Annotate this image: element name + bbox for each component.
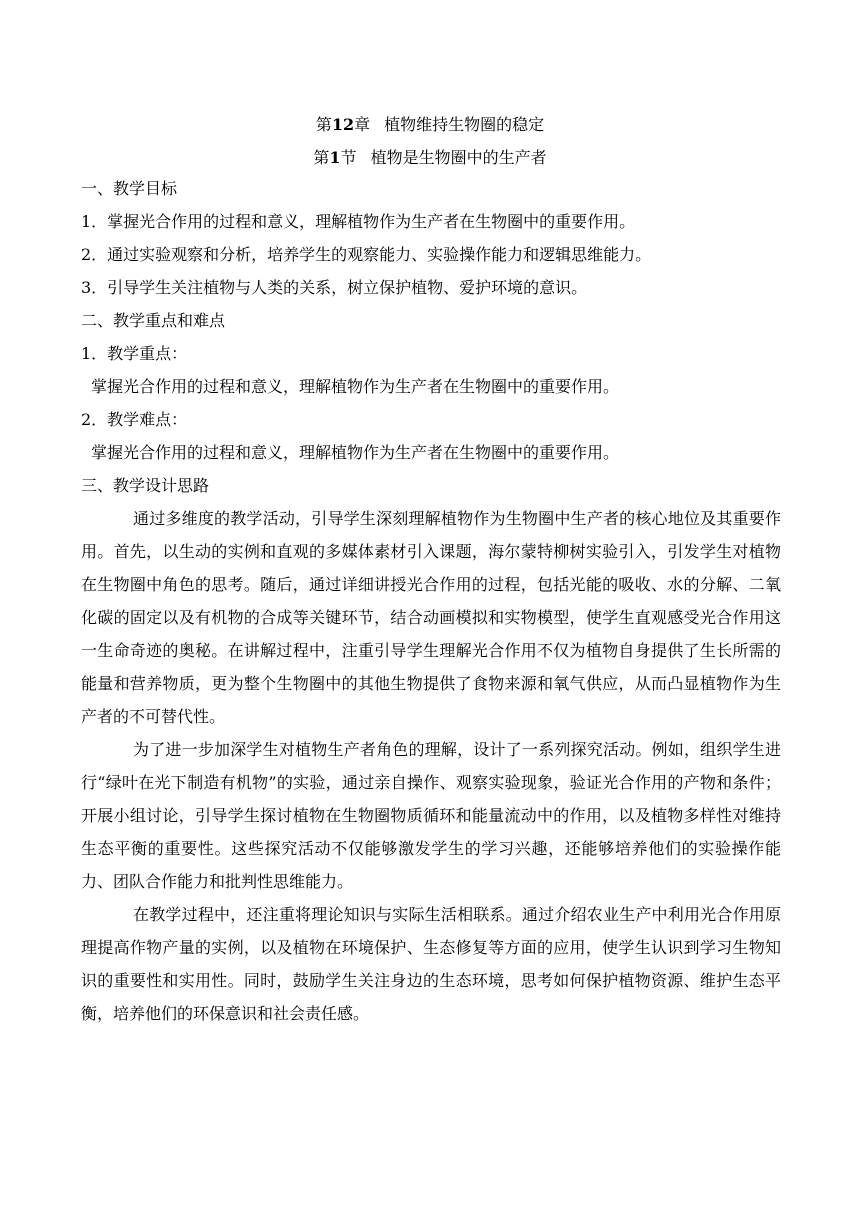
chapter-title (0, 108, 860, 141)
design-paragraph: 在教学过程中，还注重将理论知识与实际生活相联系。通过介绍农业生产中利用光合作用原理提高作物产量的实例，以及植物在环境保护、生态修复等方面的应用，使学生认识到学习生物知识的重要性和实用性。同时，鼓励学生关注身边的生态环境，思考如何保护植物资源、维护生态平衡，培养他们的环保意识和社会责任感。 (81, 905, 781, 1023)
design-heading: 三、教学设计思路 (81, 476, 210, 495)
key-point-text: 掌握光合作用的过程和意义，理解植物作为生产者在生物圈中的重要作用。 (91, 377, 620, 396)
goal-item: 3．引导学生关注植物与人类的关系，树立保护植物、爱护环境的意识。 (81, 278, 588, 297)
chapter-suffix: 章 (354, 115, 371, 134)
goal-item: 2．通过实验观察和分析，培养学生的观察能力、实验操作能力和逻辑思维能力。 (81, 245, 652, 264)
goal-item: 1．掌握光合作用的过程和意义，理解植物作为生产者在生物圈中的重要作用。 (81, 212, 636, 231)
design-paragraph: 通过多维度的教学活动，引导学生深刻理解植物作为生物圈中生产者的核心地位及其重要作用。首先，以生动的实例和直观的多媒体素材引入课题，海尔蒙特柳树实验引入，引发学生对植物在生物圈中角色的思考。随后，通过详细讲授光合作用的过程，包括光能的吸收、水的分解、二氧化碳的固定以及有机物的合成等关键环节，结合动画模拟和实物模型，使学生直观感受光合作用这一生命奇迹的奥秘。在讲解过程中，注重引导学生理解光合作用不仅为植物自身提供了生长所需的能量和营养物质，更为整个生物圈中的其他生物提供了食物来源和氧气供应，从而凸显植物作为生产者的不可替代性。 (81, 509, 781, 726)
section-prefix: 第 (313, 148, 330, 167)
section-number: 1 (329, 148, 341, 167)
title-block (0, 108, 860, 174)
chapter-number: 12 (331, 115, 355, 134)
design-paragraph: 为了进一步加深学生对植物生产者角色的理解，设计了一系列探究活动。例如，组织学生进行“绿叶在光下制造有机物”的实验，通过亲自操作、观察实验现象，验证光合作用的产物和条件；开展小组讨论，引导学生探讨植物在生物圈物质循环和能量流动中的作用，以及植物多样性对维持生态平衡的重要性。这些探究活动不仅能够激发学生的学习兴趣，还能够培养他们的实验操作能力、团队合作能力和批判性思维能力。 (81, 740, 781, 891)
chapter-prefix: 第 (315, 115, 332, 134)
section-suffix: 节 (340, 148, 357, 167)
chapter-name: 植物维持生物圈的稳定 (384, 115, 545, 134)
section-title (0, 141, 860, 174)
key-heading: 二、教学重点和难点 (81, 311, 226, 330)
goals-heading: 一、教学目标 (81, 179, 178, 198)
difficulty-label: 2．教学难点： (81, 410, 188, 429)
key-point-label: 1．教学重点： (81, 344, 188, 363)
difficulty-text: 掌握光合作用的过程和意义，理解植物作为生产者在生物圈中的重要作用。 (91, 443, 620, 462)
document-body (81, 172, 781, 1030)
section-name: 植物是生物圈中的生产者 (370, 148, 547, 167)
